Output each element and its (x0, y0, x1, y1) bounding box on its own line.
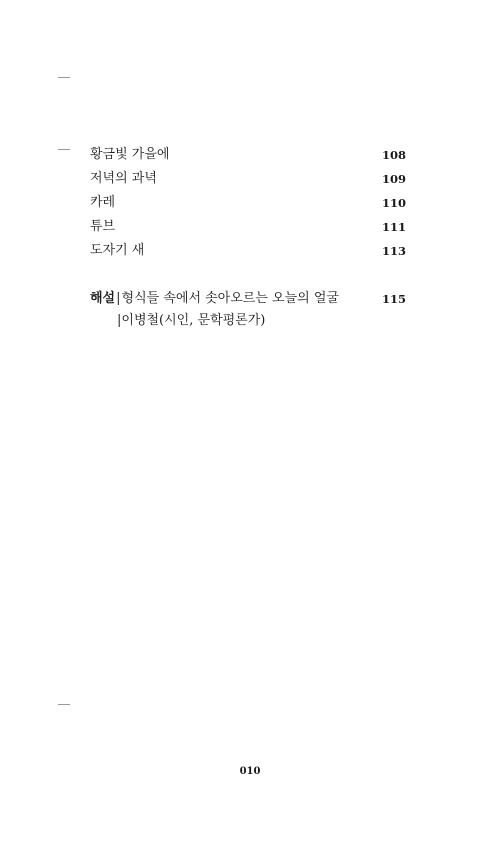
commentary-title: 형식들 속에서 솟아오르는 오늘의 얼굴 (121, 291, 339, 306)
margin-tick-top (58, 77, 70, 78)
page-number: 010 (239, 766, 261, 777)
toc-entry-page: 111 (381, 220, 406, 234)
toc-entry[interactable] (90, 146, 406, 170)
commentary-separator: | (116, 291, 121, 306)
commentary-entry[interactable] (90, 290, 406, 330)
toc-entry-title: 황금빛 가을에 (90, 147, 170, 162)
commentary-author: |이병철(시인, 문학평론가) (117, 313, 266, 328)
toc-entry[interactable] (90, 242, 406, 266)
toc-entry[interactable] (90, 170, 406, 194)
margin-tick-bottom (58, 704, 70, 705)
margin-tick-middle (58, 149, 70, 150)
toc-entry-title: 튜브 (90, 219, 116, 234)
toc-entry-page: 113 (381, 244, 406, 258)
commentary-page: 115 (381, 292, 406, 306)
toc-entry-title: 도자기 새 (90, 243, 145, 258)
commentary-label: 해설 (90, 291, 116, 306)
toc-entry-page: 110 (381, 196, 406, 210)
toc-entry-page: 109 (381, 172, 406, 186)
toc-entry-page: 108 (381, 148, 406, 162)
toc-entry[interactable] (90, 218, 406, 242)
table-of-contents (90, 146, 406, 266)
toc-entry-title: 저녁의 과녁 (90, 171, 157, 186)
toc-entry[interactable] (90, 194, 406, 218)
toc-entry-title: 카레 (90, 195, 116, 210)
